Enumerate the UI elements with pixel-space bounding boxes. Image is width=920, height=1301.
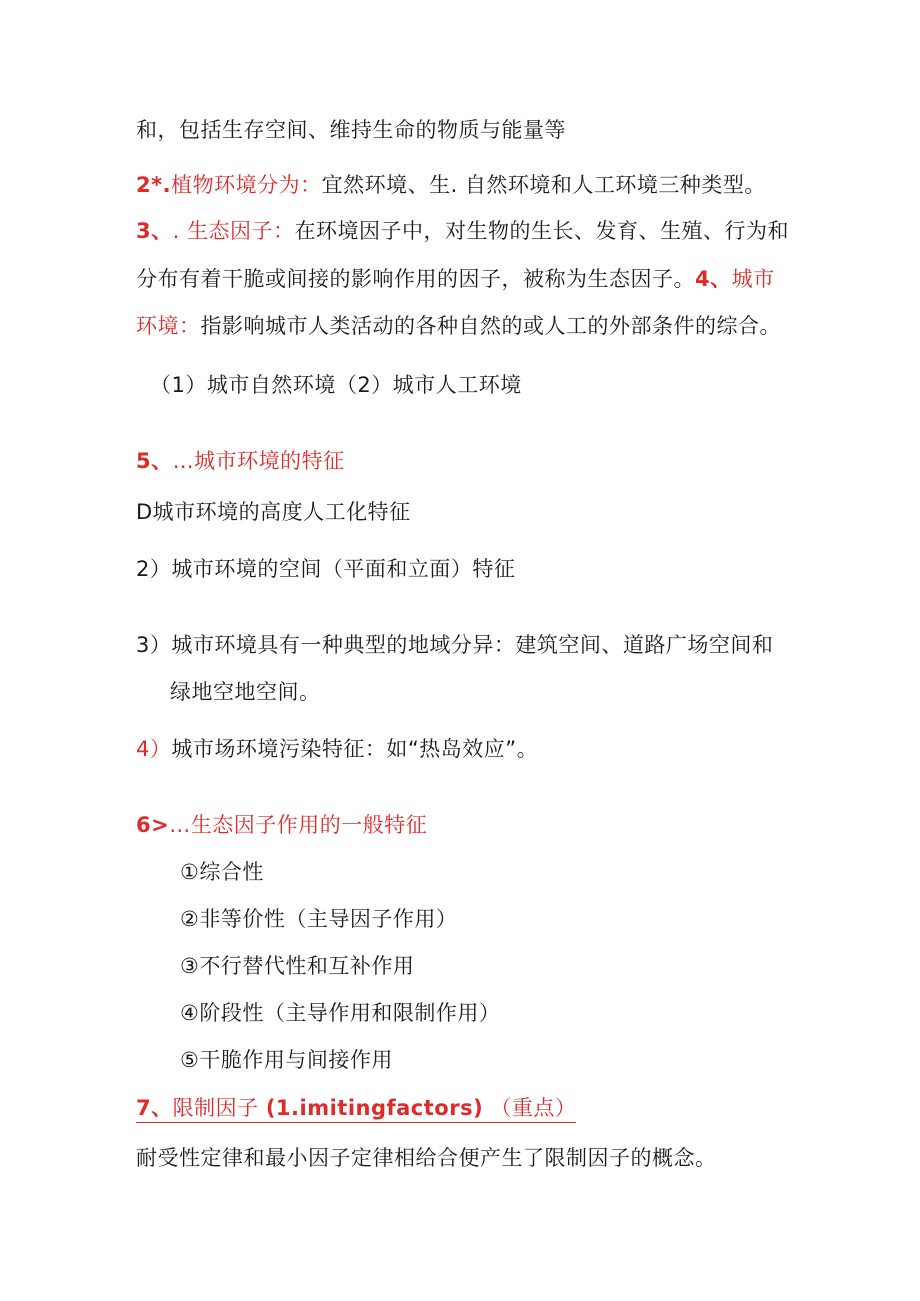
- section-7-heading: [136, 1093, 576, 1123]
- line-text: 2）城市环境的空间（平面和立面）特征: [136, 557, 516, 581]
- paragraph-line-1: [136, 115, 566, 145]
- line-text: D城市环境的高度人工化特征: [136, 500, 411, 524]
- feature-3: [136, 630, 773, 660]
- line-text: 城市场环境污染特征：如“热岛效应”。: [171, 737, 539, 761]
- line-text: 绿地空地空间。: [170, 680, 321, 704]
- paragraph-line-4: [136, 264, 775, 294]
- item-heading: …城市环境的特征: [172, 449, 345, 473]
- closing-line: [136, 1143, 717, 1173]
- item-number: 2*.: [136, 173, 172, 197]
- feature-1: [136, 497, 411, 527]
- item-number: 6>: [136, 813, 170, 837]
- paragraph-line-5: [136, 311, 781, 341]
- paragraph-line-6: [150, 370, 522, 400]
- line-text: 耐受性定律和最小因子定律相给合便产生了限制因子的概念。: [136, 1146, 717, 1170]
- item-heading: 限制因子: [172, 1096, 259, 1120]
- line-text: 3）城市环境具有一种典型的地域分异：建筑空间、道路广场空间和: [136, 633, 774, 657]
- section-5-heading: [136, 446, 345, 476]
- item-heading: 城市: [731, 267, 775, 291]
- line-text: ①综合性: [180, 860, 264, 884]
- underlined-heading: [136, 1096, 576, 1123]
- emphasis-tag: （重点）: [490, 1096, 577, 1120]
- line-text: ⑤干脆作用与间接作用: [180, 1048, 393, 1072]
- general-feature-2: [180, 904, 457, 934]
- line-text: （1）城市自然环境（2）城市人工环境: [150, 373, 522, 397]
- general-feature-1: [180, 857, 264, 887]
- feature-4: [136, 734, 538, 764]
- paragraph-line-2: [136, 170, 766, 200]
- general-feature-3: [180, 951, 414, 981]
- line-text: ③不行替代性和互补作用: [180, 954, 415, 978]
- item-number: 7、: [136, 1096, 173, 1120]
- item-number: 3、: [136, 219, 173, 243]
- item-heading: 环境：: [136, 314, 201, 338]
- general-feature-4: [180, 998, 500, 1028]
- general-feature-5: [180, 1045, 393, 1075]
- item-heading: …生态因子作用的一般特征: [169, 813, 428, 837]
- english-term: (1.imitingfactors): [265, 1096, 484, 1120]
- line-text: 指影响城市人类活动的各种自然的或人工的外部条件的综合。: [200, 314, 781, 338]
- line-text: ②非等价性（主导因子作用）: [180, 907, 458, 931]
- item-number: 5、: [136, 449, 173, 473]
- line-text: 分布有着干脆或间接的影响作用的因子，被称为生态因子。: [136, 267, 695, 291]
- item-number: 4）: [136, 737, 172, 761]
- paragraph-line-3: [136, 216, 789, 246]
- line-text: 在环境因子中，对生物的生长、发育、生殖、行为和: [294, 219, 789, 243]
- item-heading: . 生态因子：: [172, 219, 295, 243]
- line-text: ④阶段性（主导作用和限制作用）: [180, 1001, 501, 1025]
- line-text: 宜然环境、生. 自然环境和人工环境三种类型。: [321, 173, 766, 197]
- line-text: 和，包括生存空间、维持生命的物质与能量等: [136, 118, 566, 142]
- feature-2: [136, 554, 515, 584]
- item-number: 4、: [695, 267, 732, 291]
- item-heading: 植物环境分为：: [171, 173, 322, 197]
- section-6-heading: [136, 810, 427, 840]
- feature-3-continued: [170, 677, 321, 707]
